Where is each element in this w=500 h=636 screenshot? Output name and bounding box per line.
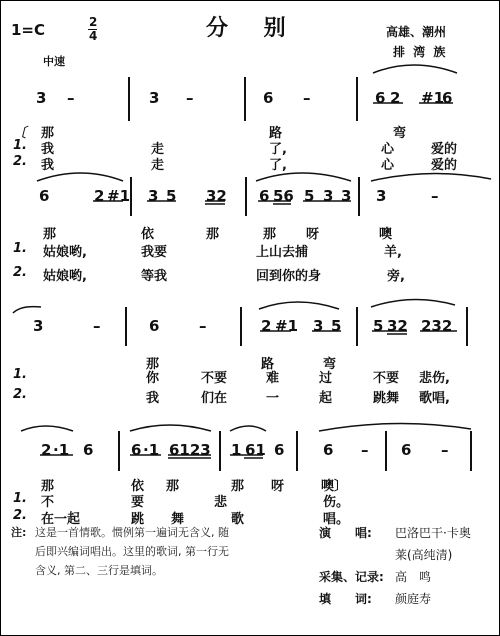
note: – bbox=[186, 89, 194, 107]
origin-people: 排 湾 族 bbox=[393, 45, 448, 59]
note: 1 bbox=[231, 441, 242, 459]
lyric-text: 那 bbox=[263, 227, 277, 242]
note: – bbox=[441, 441, 449, 459]
slur bbox=[319, 423, 471, 431]
credit-label-collector: 采集、记录: bbox=[319, 570, 384, 584]
lyric-text: 噢 bbox=[379, 227, 393, 242]
lyric-text: 了, bbox=[269, 158, 287, 173]
lyric-text: 过 bbox=[319, 371, 333, 386]
credit-value-performer-cont: 莱(高纯清) bbox=[395, 548, 453, 562]
slur bbox=[230, 426, 266, 431]
note: – bbox=[361, 441, 369, 459]
key-signature: 1=C bbox=[11, 21, 46, 39]
lyric-text: 起 bbox=[319, 391, 333, 406]
note: 3 bbox=[313, 317, 324, 335]
slur bbox=[13, 307, 41, 313]
origin-region: 高雄、潮州 bbox=[386, 25, 447, 39]
slur bbox=[130, 425, 211, 431]
note: ·1 bbox=[143, 441, 160, 459]
lyric-text: 上山去捕 bbox=[256, 245, 309, 260]
lyric-text: 不要 bbox=[373, 371, 400, 386]
verse-number: 2. bbox=[13, 387, 27, 402]
slur bbox=[259, 302, 339, 309]
lyric-text: 等我 bbox=[141, 269, 168, 284]
note: 3 bbox=[148, 187, 159, 205]
note: 2 bbox=[94, 187, 105, 205]
lyric-text: 歌 bbox=[231, 512, 245, 527]
lyric-text: 们在 bbox=[201, 391, 228, 406]
lyric-text: 跳 bbox=[131, 512, 145, 527]
lyric-text: 呀 bbox=[271, 479, 285, 494]
lyric-text: 悲伤, bbox=[419, 371, 450, 386]
lyric-text: 弯 bbox=[393, 126, 407, 141]
lyric-text: 我 bbox=[41, 158, 55, 173]
lyric-text: 走 bbox=[151, 158, 165, 173]
lyric-text: 依 bbox=[131, 479, 145, 494]
note: 56 bbox=[273, 187, 294, 205]
note: – bbox=[199, 317, 207, 335]
note: – bbox=[303, 89, 311, 107]
note: 32 bbox=[387, 317, 408, 335]
lyric-text: 悲 bbox=[214, 495, 228, 510]
verse-number: 1. bbox=[13, 491, 27, 506]
note: 6 bbox=[442, 89, 453, 107]
credit-label-performer: 演 唱: bbox=[319, 526, 372, 540]
lyric-text: 舞 bbox=[171, 512, 185, 527]
lyric-text: 路 bbox=[261, 357, 275, 372]
note: ·1 bbox=[53, 441, 70, 459]
lyric-text: 爱的 bbox=[431, 158, 458, 173]
credit-value-lyricist: 颜庭寿 bbox=[395, 592, 432, 606]
credit-value-performer: 巴洛巴干·卡奥 bbox=[395, 526, 471, 540]
note: 6 bbox=[131, 441, 142, 459]
lyric-text: 我 bbox=[146, 391, 160, 406]
lyric-text: 爱的 bbox=[431, 142, 458, 157]
lyric-text: 跳舞 bbox=[373, 391, 400, 406]
verse-number: 2. bbox=[13, 154, 27, 169]
lyric-text: 那 bbox=[43, 227, 57, 242]
lyric-text: 不 bbox=[41, 495, 55, 510]
verse-number: 2. bbox=[13, 265, 27, 280]
note: 6 bbox=[274, 441, 285, 459]
note-line-2: 后即兴编词唱出。这里的歌词, 第一行无 bbox=[35, 545, 229, 558]
note: 61 bbox=[245, 441, 266, 459]
lyric-text: 羊, bbox=[384, 245, 402, 260]
note: 6123 bbox=[169, 441, 211, 459]
lyric-text: 我 bbox=[41, 142, 55, 157]
lyric-text: 在一起 bbox=[41, 512, 81, 527]
tempo-marking: 中速 bbox=[43, 55, 65, 68]
note: 5 bbox=[304, 187, 315, 205]
lyric-text: 难 bbox=[266, 371, 280, 386]
note: – bbox=[431, 187, 439, 205]
note: 5 bbox=[373, 317, 384, 335]
verse-number: 1. bbox=[13, 367, 27, 382]
note: 3 bbox=[36, 89, 47, 107]
note: 232 bbox=[421, 317, 453, 335]
note: 2 bbox=[261, 317, 272, 335]
lyric-text: 心 bbox=[381, 158, 395, 173]
note: 3 bbox=[323, 187, 334, 205]
verse-number: 2. bbox=[13, 508, 27, 523]
lyric-text: 路 bbox=[269, 126, 283, 141]
lyric-text: 你 bbox=[146, 371, 160, 386]
lyric-text: 依 bbox=[141, 227, 155, 242]
note: 6 bbox=[39, 187, 50, 205]
note: 6 bbox=[149, 317, 160, 335]
verse-number: 〔 bbox=[13, 126, 27, 141]
lyric-text: 要 bbox=[131, 495, 145, 510]
note: #1 bbox=[275, 317, 299, 335]
note: 6 bbox=[259, 187, 270, 205]
verse-number: 1. bbox=[13, 241, 27, 256]
time-signature-top: 2 bbox=[89, 15, 98, 29]
note: – bbox=[67, 89, 75, 107]
lyric-text: 噢〕 bbox=[321, 479, 348, 494]
note-label: 注: bbox=[11, 526, 27, 539]
lyric-text: 伤。 bbox=[323, 495, 350, 510]
lyric-text: 弯 bbox=[323, 357, 337, 372]
note: 2 bbox=[390, 89, 401, 107]
note: 5 bbox=[331, 317, 342, 335]
lyric-text: 呀 bbox=[306, 227, 320, 242]
time-signature-bottom: 4 bbox=[89, 29, 98, 43]
lyric-text: 歌唱, bbox=[419, 391, 450, 406]
note: 6 bbox=[401, 441, 412, 459]
slur bbox=[373, 65, 457, 73]
lyric-text: 那 bbox=[146, 357, 160, 372]
slur bbox=[371, 173, 491, 181]
note: 6 bbox=[83, 441, 94, 459]
note-line-3: 含义, 第二、三行是填词。 bbox=[35, 564, 163, 577]
lyric-text: 不要 bbox=[201, 371, 228, 386]
note: #1 bbox=[421, 89, 445, 107]
slur bbox=[256, 173, 351, 181]
note: 2 bbox=[41, 441, 52, 459]
note: 6 bbox=[375, 89, 386, 107]
lyric-text: 回到你的身 bbox=[256, 269, 322, 284]
song-title: 分 别 bbox=[206, 16, 300, 41]
lyric-text: 那 bbox=[231, 479, 245, 494]
slur bbox=[37, 173, 123, 181]
lyric-text: 唱。 bbox=[323, 512, 350, 527]
note: 3 bbox=[341, 187, 352, 205]
lyric-text: 那 bbox=[166, 479, 180, 494]
note: 3 bbox=[33, 317, 44, 335]
lyric-text: 那 bbox=[206, 227, 220, 242]
note-line-1: 这是一首情歌。惯例第一遍词无含义, 随 bbox=[35, 526, 229, 539]
slur bbox=[21, 426, 73, 431]
note: – bbox=[93, 317, 101, 335]
lyric-text: 了, bbox=[269, 142, 287, 157]
lyric-text: 走 bbox=[151, 142, 165, 157]
lyric-text: 那 bbox=[41, 126, 55, 141]
note: 3 bbox=[149, 89, 160, 107]
lyric-text: 姑娘哟, bbox=[43, 269, 87, 284]
verse-number: 1. bbox=[13, 138, 27, 153]
note: 5 bbox=[166, 187, 177, 205]
note: #1 bbox=[107, 187, 131, 205]
note: 6 bbox=[323, 441, 334, 459]
credit-label-lyricist: 填 词: bbox=[319, 592, 372, 606]
lyric-text: 姑娘哟, bbox=[43, 245, 87, 260]
lyric-text: 我要 bbox=[141, 245, 168, 260]
note: 3 bbox=[376, 187, 387, 205]
lyric-text: 那 bbox=[41, 479, 55, 494]
lyric-text: 旁, bbox=[387, 269, 405, 284]
lyric-text: 心 bbox=[381, 142, 395, 157]
slur bbox=[371, 299, 455, 307]
lyric-text: 一 bbox=[266, 391, 280, 406]
credit-value-collector: 高 鸣 bbox=[395, 570, 432, 584]
note: 32 bbox=[206, 187, 227, 205]
note: 6 bbox=[263, 89, 274, 107]
